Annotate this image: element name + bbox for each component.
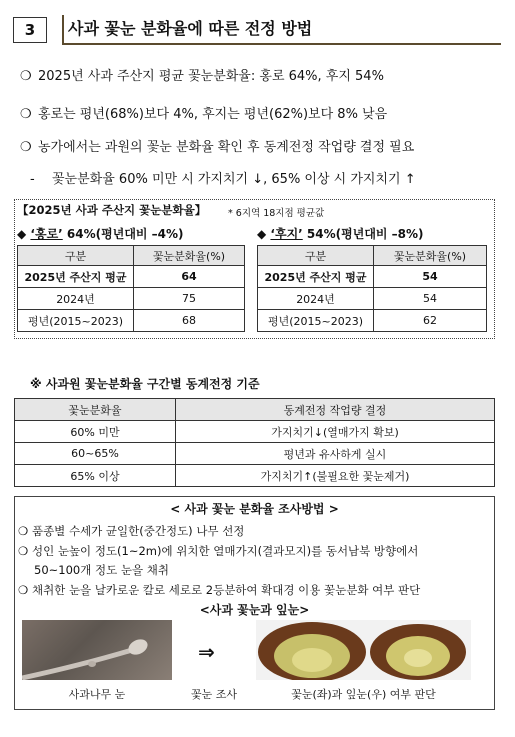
bullet-marker: ❍ bbox=[20, 140, 32, 155]
col-header: 동계전정 작업량 결정 bbox=[176, 399, 495, 421]
bullet-text: 홍로는 평년(68%)보다 4%, 후지는 평년(62%)보다 8% 낮음 bbox=[38, 107, 388, 122]
bullet-2 bbox=[20, 106, 387, 124]
section-number: 3 bbox=[13, 17, 47, 43]
table-cell: 평년(2015~2023) bbox=[18, 310, 134, 332]
diamond-icon: ◆ bbox=[17, 227, 27, 241]
apple-bud-photo bbox=[22, 620, 172, 680]
criteria-table bbox=[14, 398, 495, 487]
method-text: 성인 눈높이 정도(1~2m)에 위치한 열매가지(결과모지)를 동서남북 방향에서 bbox=[31, 544, 419, 558]
bud-cross-sections-image bbox=[256, 620, 471, 680]
bullet-marker: ❍ bbox=[18, 544, 29, 558]
bullet-marker: - bbox=[30, 172, 35, 187]
caption-flower-leaf-bud: 꽃눈(좌)과 잎눈(우) 여부 판단 bbox=[291, 688, 436, 701]
bullet-1 bbox=[20, 68, 384, 86]
arrow-icon: ⇒ bbox=[198, 640, 215, 664]
bullet-text: 꽃눈분화율 60% 미만 시 가지치기 ↓, 65% 이상 시 가지치기 ↑ bbox=[52, 172, 416, 187]
table-cell: 2024년 bbox=[258, 288, 374, 310]
fuji-name: ‘후지’ bbox=[270, 227, 303, 241]
table-cell: 60~65% bbox=[15, 443, 176, 465]
hongro-heading bbox=[17, 225, 184, 242]
caption-apple-bud: 사과나무 눈 bbox=[68, 688, 126, 701]
criteria-title: ※ 사과원 꽃눈분화율 구간별 동계전정 기준 bbox=[30, 377, 260, 391]
apple-twig-image bbox=[22, 620, 172, 680]
bud-section-photo bbox=[256, 620, 471, 680]
table-cell: 2025년 주산지 평균 bbox=[258, 266, 374, 288]
bullet-marker: ❍ bbox=[18, 583, 29, 597]
method-text: 채취한 눈을 날카로운 칼로 세로로 2등분하여 확대경 이용 꽃눈분화 여부 판단 bbox=[31, 583, 421, 597]
bullet-3 bbox=[20, 139, 414, 157]
bullet-4 bbox=[30, 171, 416, 189]
table-cell: 2025년 주산지 평균 bbox=[18, 266, 134, 288]
fuji-heading bbox=[257, 225, 424, 242]
table-cell: 평년과 유사하게 실시 bbox=[176, 443, 495, 465]
table-cell: 54 bbox=[374, 266, 487, 288]
fuji-table bbox=[257, 245, 487, 332]
section-title: 사과 꽃눈 분화율에 따른 전정 방법 bbox=[62, 15, 363, 45]
col-header: 꽃눈분화율(%) bbox=[374, 246, 487, 266]
table-cell: 65% 이상 bbox=[15, 465, 176, 487]
method-text: 50~100개 정도 눈을 채취 bbox=[34, 563, 169, 577]
method-line-4 bbox=[18, 582, 420, 598]
bullet-marker: ❍ bbox=[20, 69, 32, 84]
method-line-3 bbox=[34, 562, 169, 578]
caption-bud-survey: 꽃눈 조사 bbox=[190, 688, 237, 701]
table-cell: 60% 미만 bbox=[15, 421, 176, 443]
table-cell: 가지치기↓(열매가지 확보) bbox=[176, 421, 495, 443]
table-cell: 75 bbox=[134, 288, 245, 310]
table-cell: 가지치기↑(불필요한 꽃눈제거) bbox=[176, 465, 495, 487]
table-cell: 62 bbox=[374, 310, 487, 332]
stats-title: 【2025년 사과 주산지 꽃눈분화율】 bbox=[17, 203, 207, 217]
bullet-text: 농가에서는 과원의 꽃눈 분화율 확인 후 동계전정 작업량 결정 필요 bbox=[38, 140, 415, 155]
fuji-summary: 54%(평년대비 –8%) bbox=[306, 227, 424, 241]
hongro-name: ‘홍로’ bbox=[30, 227, 63, 241]
method-text: 품종별 수세가 균일한(중간정도) 나무 선정 bbox=[31, 524, 245, 538]
hongro-summary: 64%(평년대비 –4%) bbox=[66, 227, 184, 241]
table-cell: 2024년 bbox=[18, 288, 134, 310]
method-line-2 bbox=[18, 543, 418, 559]
hongro-table bbox=[17, 245, 245, 332]
table-cell: 64 bbox=[134, 266, 245, 288]
diamond-icon: ◆ bbox=[257, 227, 267, 241]
table-cell: 평년(2015~2023) bbox=[258, 310, 374, 332]
bullet-text: 2025년 사과 주산지 평균 꽃눈분화율: 홍로 64%, 후지 54% bbox=[38, 69, 384, 84]
method-title: < 사과 꽃눈 분화율 조사방법 > bbox=[170, 502, 339, 516]
col-header: 구분 bbox=[258, 246, 374, 266]
bullet-marker: ❍ bbox=[18, 524, 29, 538]
bullet-marker: ❍ bbox=[20, 107, 32, 122]
photo-subtitle: <사과 꽃눈과 잎눈> bbox=[199, 603, 310, 617]
col-header: 꽃눈분화율(%) bbox=[134, 246, 245, 266]
col-header: 꽃눈분화율 bbox=[15, 399, 176, 421]
col-header: 구분 bbox=[18, 246, 134, 266]
table-cell: 54 bbox=[374, 288, 487, 310]
stats-note: * 6지역 18지점 평균값 bbox=[228, 208, 325, 219]
title-underline bbox=[363, 43, 501, 45]
method-line-1 bbox=[18, 523, 244, 539]
table-cell: 68 bbox=[134, 310, 245, 332]
